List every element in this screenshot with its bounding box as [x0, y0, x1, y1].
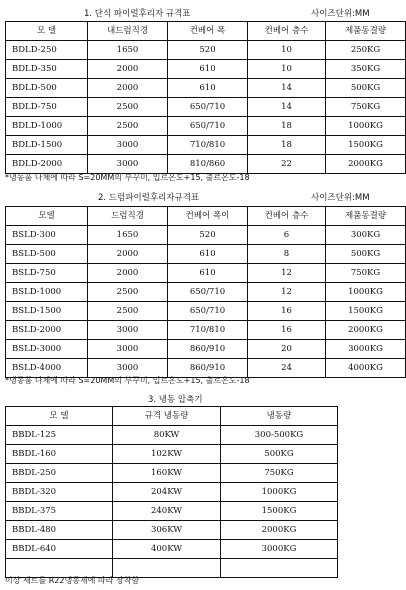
value-cell: 2000 [88, 245, 168, 264]
drum-spiral-freezer-spec-table [5, 206, 406, 378]
refrigeration-compressor-table [5, 406, 338, 578]
model-cell: BSLD-1000 [6, 283, 88, 302]
value-cell: 2000KG [326, 155, 406, 174]
model-cell: BBDL-250 [6, 464, 113, 483]
table-row [6, 264, 406, 283]
model-cell: BBDL-160 [6, 445, 113, 464]
value-cell: 750KG [221, 464, 338, 483]
value-cell: 2500 [88, 283, 168, 302]
model-cell: BDLD-1500 [6, 136, 88, 155]
model-cell: BSLD-300 [6, 226, 88, 245]
table-row [6, 41, 406, 60]
table-row [6, 426, 338, 445]
value-cell: 1650 [88, 41, 168, 60]
value-cell: 3000 [88, 136, 168, 155]
model-cell: BBDL-375 [6, 502, 113, 521]
table-header-row [6, 207, 406, 226]
column-header: 드럼직경 [88, 207, 168, 226]
value-cell: 400KW [113, 540, 221, 559]
value-cell: 500KG [326, 79, 406, 98]
value-cell: 2500 [88, 117, 168, 136]
table-row [6, 136, 406, 155]
spiral-freezer-spec-table [5, 21, 406, 174]
table-row [6, 302, 406, 321]
table-row [6, 60, 406, 79]
value-cell: 300KG [326, 226, 406, 245]
model-cell: BSLD-3000 [6, 340, 88, 359]
value-cell: 860/910 [168, 359, 248, 378]
column-header: 컨베어 층수 [248, 207, 326, 226]
value-cell: 750KG [326, 98, 406, 117]
value-cell: 204KW [113, 483, 221, 502]
value-cell: 750KG [326, 264, 406, 283]
model-cell: BDLD-350 [6, 60, 88, 79]
value-cell: 1500KG [326, 302, 406, 321]
model-cell: BDLD-2000 [6, 155, 88, 174]
column-header: 제품동결량 [326, 22, 406, 41]
model-cell: BSLD-500 [6, 245, 88, 264]
table-row [6, 283, 406, 302]
column-header: 규격 냉동량 [113, 407, 221, 426]
section2-title: 2. 드럼파이럴후리자규격표 [98, 193, 200, 203]
value-cell: 4000KG [326, 359, 406, 378]
value-cell: 3000KG [221, 540, 338, 559]
table-row [6, 245, 406, 264]
value-cell: 860/910 [168, 340, 248, 359]
column-header: 모델 [6, 207, 88, 226]
model-cell: BDLD-750 [6, 98, 88, 117]
value-cell: 520 [168, 41, 248, 60]
section3-note: 이상 세트를 R22냉동제에 따라 장착함 [5, 576, 140, 585]
value-cell: 80KW [113, 426, 221, 445]
column-header: 내드럼직경 [88, 22, 168, 41]
model-cell: BBDL-480 [6, 521, 113, 540]
value-cell: 10 [248, 60, 326, 79]
model-cell: BSLD-750 [6, 264, 88, 283]
value-cell: 12 [248, 283, 326, 302]
value-cell: 24 [248, 359, 326, 378]
value-cell: 610 [168, 60, 248, 79]
column-header: 모 델 [6, 407, 113, 426]
model-cell: BDLD-1000 [6, 117, 88, 136]
value-cell: 22 [248, 155, 326, 174]
value-cell: 14 [248, 98, 326, 117]
table-row [6, 445, 338, 464]
value-cell: 8 [248, 245, 326, 264]
value-cell: 610 [168, 245, 248, 264]
table-row [6, 502, 338, 521]
value-cell: 10 [248, 41, 326, 60]
value-cell [221, 559, 338, 578]
value-cell: 710/810 [168, 321, 248, 340]
table-header-row [6, 22, 406, 41]
value-cell: 1000KG [326, 117, 406, 136]
value-cell: 160KW [113, 464, 221, 483]
value-cell: 1000KG [221, 483, 338, 502]
value-cell: 350KG [326, 60, 406, 79]
model-cell: BDLD-250 [6, 41, 88, 60]
value-cell: 12 [248, 264, 326, 283]
table-row [6, 98, 406, 117]
section3-title: 3. 냉동 압축기 [148, 395, 203, 405]
table-row [6, 117, 406, 136]
column-header: 제품동결량 [326, 207, 406, 226]
value-cell: 240KW [113, 502, 221, 521]
value-cell: 16 [248, 302, 326, 321]
value-cell: 3000 [88, 359, 168, 378]
model-cell: BSLD-1500 [6, 302, 88, 321]
table-row [6, 483, 338, 502]
value-cell: 1500KG [326, 136, 406, 155]
value-cell: 610 [168, 264, 248, 283]
value-cell: 2000KG [326, 321, 406, 340]
table-row [6, 226, 406, 245]
section2-note: *냉동품 나체에 따라 S=20MM의 부꾸미, 입르온도+15, 출르온도-18 [5, 376, 250, 385]
value-cell: 3000 [88, 155, 168, 174]
table-row [6, 340, 406, 359]
model-cell: BDLD-500 [6, 79, 88, 98]
table-row [6, 155, 406, 174]
value-cell: 610 [168, 79, 248, 98]
table-row [6, 79, 406, 98]
value-cell: 102KW [113, 445, 221, 464]
value-cell: 14 [248, 79, 326, 98]
column-header: 모 델 [6, 22, 88, 41]
value-cell: 250KG [326, 41, 406, 60]
value-cell: 650/710 [168, 117, 248, 136]
model-cell: BBDL-640 [6, 540, 113, 559]
model-cell: BBDL-320 [6, 483, 113, 502]
value-cell: 18 [248, 136, 326, 155]
value-cell: 16 [248, 321, 326, 340]
value-cell: 650/710 [168, 98, 248, 117]
value-cell: 1650 [88, 226, 168, 245]
value-cell: 3000KG [326, 340, 406, 359]
value-cell: 650/710 [168, 283, 248, 302]
value-cell: 500KG [326, 245, 406, 264]
value-cell: 710/810 [168, 136, 248, 155]
section1-title: 1. 단식 파이럴후리자 규격표 [84, 9, 191, 19]
column-header: 냉동량 [221, 407, 338, 426]
value-cell: 520 [168, 226, 248, 245]
section1-note: *냉동품 나체에 따라 S=20MM의 부꾸미, 입르온도+15, 출르온도-18 [5, 173, 250, 182]
value-cell: 20 [248, 340, 326, 359]
table-header-row [6, 407, 338, 426]
value-cell: 18 [248, 117, 326, 136]
column-header: 컨베어 층수 [248, 22, 326, 41]
value-cell: 2000KG [221, 521, 338, 540]
model-cell: BBDL-125 [6, 426, 113, 445]
value-cell: 306KW [113, 521, 221, 540]
value-cell: 1500KG [221, 502, 338, 521]
model-cell: BSLD-4000 [6, 359, 88, 378]
column-header: 컨베어 폭이 [168, 207, 248, 226]
value-cell: 810/860 [168, 155, 248, 174]
table-row [6, 540, 338, 559]
model-cell: BSLD-2000 [6, 321, 88, 340]
value-cell: 300-500KG [221, 426, 338, 445]
value-cell: 3000 [88, 321, 168, 340]
value-cell: 2000 [88, 60, 168, 79]
value-cell: 2500 [88, 302, 168, 321]
section1-unit-label: 사이즈단위:MM [311, 9, 370, 19]
value-cell: 650/710 [168, 302, 248, 321]
value-cell: 2000 [88, 264, 168, 283]
column-header: 컨베어 폭 [168, 22, 248, 41]
value-cell: 6 [248, 226, 326, 245]
value-cell: 2000 [88, 79, 168, 98]
table-row [6, 464, 338, 483]
section2-unit-label: 사이즈단위:MM [311, 193, 370, 203]
table-row [6, 321, 406, 340]
value-cell: 3000 [88, 340, 168, 359]
value-cell: 2500 [88, 98, 168, 117]
value-cell: 500KG [221, 445, 338, 464]
value-cell: 1000KG [326, 283, 406, 302]
table-row [6, 521, 338, 540]
